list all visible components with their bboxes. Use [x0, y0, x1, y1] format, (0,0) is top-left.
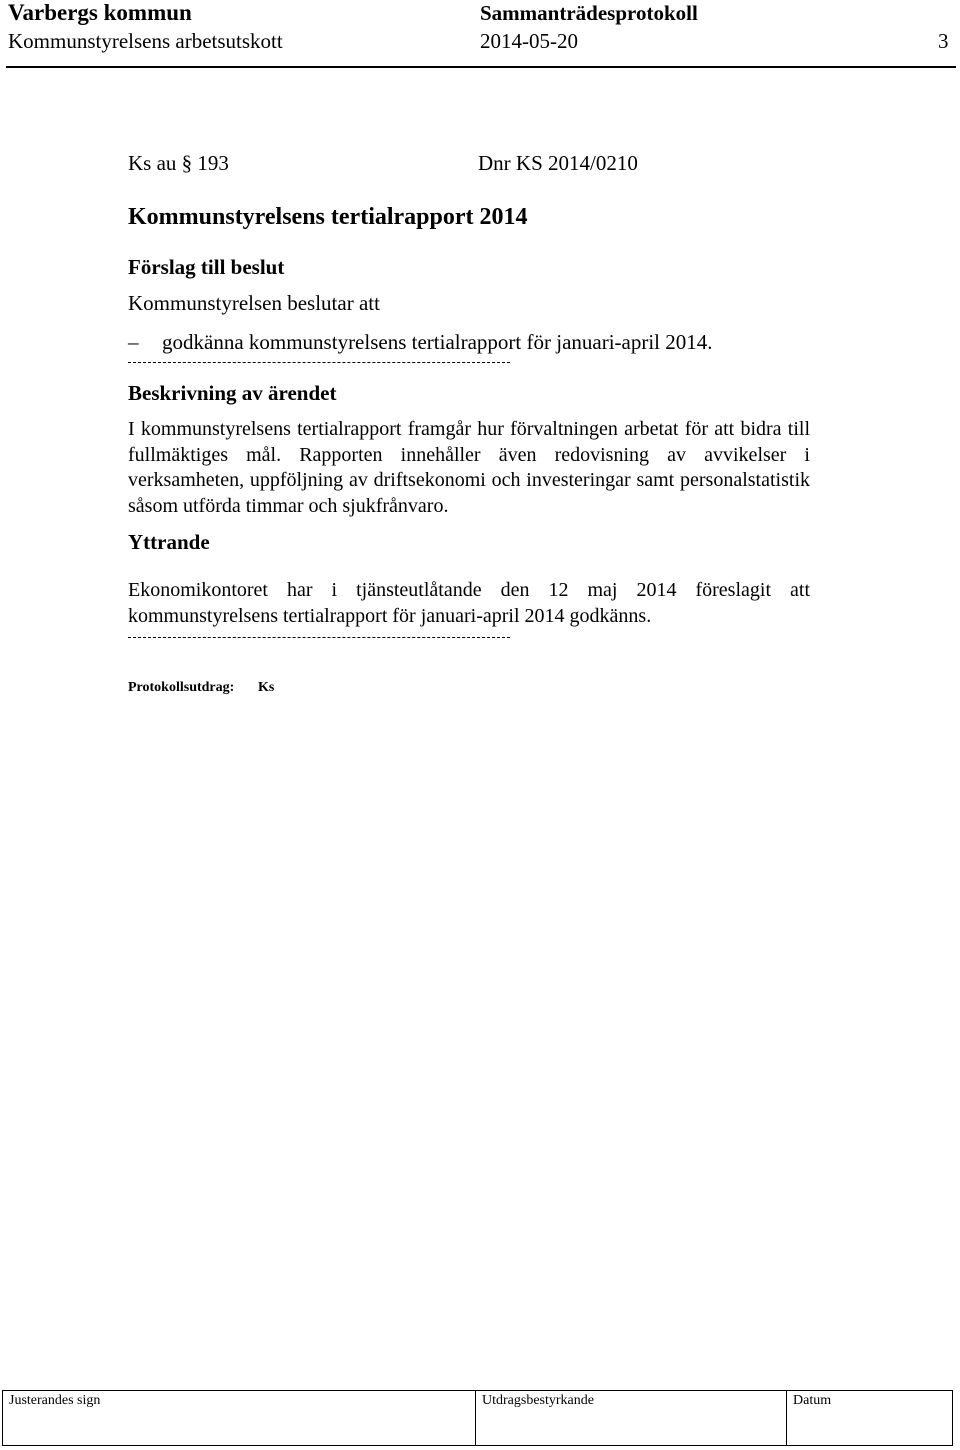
decision-item: godkänna kommunstyrelsens tertialrapport för januari-april 2014. — [162, 330, 713, 354]
signature-cell — [3, 1391, 476, 1445]
section-number: Ks au § 193 — [128, 151, 229, 175]
date-label: Datum — [793, 1393, 832, 1408]
page-number: 3 — [938, 29, 949, 53]
statement-text: Ekonomikontoret har i tjänsteutlåtande den 12 maj 2014 föreslagit att kommunstyrelsens tertialrapport för januari-april 2014 godkänns. — [128, 579, 810, 627]
statement-heading: Yttrande — [128, 530, 210, 554]
case-title: Kommunstyrelsens tertialrapport 2014 — [128, 204, 528, 230]
extract-recipient: Ks — [258, 680, 275, 695]
committee-name: Kommunstyrelsens arbetsutskott — [8, 29, 283, 53]
organization-name: Varbergs kommun — [8, 0, 192, 25]
case-reference: Dnr KS 2014/0210 — [478, 151, 638, 175]
meeting-date: 2014-05-20 — [480, 29, 578, 53]
signature-label: Justerandes sign — [9, 1393, 101, 1408]
extract-label: Protokollsutdrag: — [128, 680, 235, 695]
decision-intro: Kommunstyrelsen beslutar att — [128, 291, 380, 315]
certification-cell — [476, 1391, 787, 1445]
certification-label: Utdragsbestyrkande — [482, 1393, 594, 1408]
description-heading: Beskrivning av ärendet — [128, 381, 337, 405]
decision-bullet: – — [128, 330, 139, 354]
proposal-heading: Förslag till beslut — [128, 255, 285, 279]
document-type: Sammanträdesprotokoll — [480, 1, 698, 25]
description-text: I kommunstyrelsens tertialrapport framgår hur förvaltningen arbetat för att bidra till fullmäktiges mål. Rapporten innehåller även redovisning av avvikelser i verksamheten, uppföljning av driftsekonomi och investeringar samt personalstatistik såsom utförda timmar och sjukfrånvaro. — [128, 418, 810, 517]
header-divider — [6, 66, 956, 68]
signature-table — [2, 1390, 953, 1446]
date-cell — [787, 1391, 952, 1445]
dashed-divider — [128, 362, 510, 363]
dashed-divider — [128, 637, 510, 638]
